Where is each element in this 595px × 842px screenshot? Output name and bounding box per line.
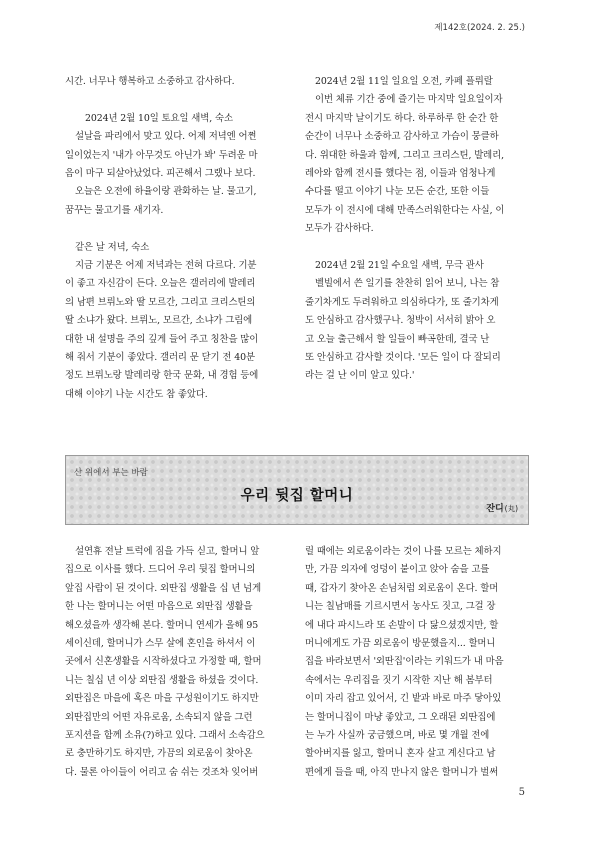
text-line: 때, 갑자기 찾아온 손님처럼 외로움이 온다. 할머	[305, 582, 499, 594]
author-label: 잔디	[486, 504, 504, 514]
text-line: 이미 자리 잡고 있어서, 긴 밭과 바로 마주 닿아있	[305, 693, 502, 705]
text-line: 의 남편 브뤼노와 딸 모르간, 그리고 크리스틴의	[65, 296, 256, 308]
text-line: 속에서는 우리집을 짓기 시작한 지난 해 봄부터	[305, 674, 493, 686]
text-line: 또 안심하고 감사할 것이다. '모든 일이 다 잘되리	[305, 352, 501, 364]
text-line: 지금 기분은 어제 저녁과는 전혀 다르다. 기분	[75, 260, 257, 272]
text-line: 시간. 너무나 행복하고 소중하고 감사하다.	[65, 76, 235, 87]
text-line: 니는 칠남매를 기르시면서 농사도 짓고, 그걸 장	[305, 601, 496, 613]
article-column-right	[305, 543, 527, 782]
text-line: 는 할머니집이 마냥 좋았고, 그 오래된 외딴집에	[305, 711, 496, 723]
text-line: 설날을 파리에서 맞고 있다. 어제 저녁엔 어쩐	[75, 131, 257, 143]
diary-heading: 2024년 2월 10일 토요일 새벽, 숙소	[85, 112, 233, 124]
text-line: 수다를 떨고 이야기 나눈 모든 순간, 또한 이들	[305, 186, 490, 198]
article-title: 우리 뒷집 할머니	[240, 488, 354, 504]
text-line: 해오셨을까 생각해 본다. 할머니 연세가 올해 95	[65, 619, 259, 631]
article-banner	[65, 455, 529, 525]
text-line: 에 내다 파시느라 또 손발이 다 닳으셨겠지만, 할	[305, 619, 499, 631]
diary-column-top-left	[65, 73, 270, 404]
diary-heading: 2024년 2월 11일 일요일 오전, 카페 플뤼랄	[315, 76, 493, 87]
diary-column-top-right	[305, 73, 527, 386]
text-line: 릴 때에는 외로움이라는 것이 나를 모르는 체하지	[305, 546, 502, 557]
text-line: 해 줘서 기분이 좋았다. 갤러리 문 닫기 전 40분	[65, 352, 255, 364]
text-line: 벨빌에서 쓴 일기를 찬찬히 읽어 보니, 나는 참	[315, 278, 500, 290]
text-line: 대해 이야기 나눈 시간도 참 좋았다.	[65, 388, 208, 400]
text-line: 줄기차게도 두려워하고 의심하다가, 또 줄기차게	[305, 296, 499, 308]
column-series-label: 산 위에서 부는 바람	[74, 468, 148, 478]
text-line: 레아와 함께 전시를 했다는 점, 이들과 엄청나게	[305, 168, 496, 180]
issue-label: 제142호(2024. 2. 25.)	[434, 23, 525, 33]
text-line: 오늘은 오전에 하율이랑 관화하는 날. 물고기,	[75, 186, 257, 198]
text-line: 다. 위대한 하울과 함께, 그리고 크리스틴, 발레리,	[305, 149, 504, 161]
text-line: 도 안심하고 감사했구나. 청박이 서서히 밝아 오	[305, 315, 496, 327]
text-line: 정도 브뤼노랑 발레리랑 한국 문화, 내 경험 등에	[65, 370, 259, 382]
text-line: 대한 내 설명을 주의 깊게 들어 주고 칭찬을 많이	[65, 333, 259, 345]
text-line: 고 오늘 출근해서 할 일들이 빠곡한데, 결국 난	[305, 333, 490, 345]
text-line: 이번 체류 기간 중에 즐기는 마지막 일요일이자	[315, 94, 503, 106]
text-line: 설연휴 전날 트럭에 짐을 가득 싣고, 할머니 앞	[75, 546, 260, 557]
text-line: 세이신데, 할머니가 스무 살에 혼인을 하셔서 이	[65, 638, 256, 650]
author-name	[486, 501, 518, 514]
text-line: 음이 마구 되살아났었다. 피곤해서 그랬나 보다.	[65, 168, 256, 180]
text-line: 한 나는 할머니는 어떤 마음으로 외딴집 생활을	[65, 601, 253, 613]
text-line: 곳에서 신혼생활을 시작하셨다고 가정할 때, 할머	[65, 656, 262, 668]
diary-heading: 2024년 2월 21일 수요일 새벽, 무극 관사	[315, 260, 484, 272]
text-line: 집을 바라보면서 '외딴집'이라는 키워드가 내 마음	[305, 656, 504, 668]
article-column-left	[65, 543, 268, 782]
text-line: 외딴집만의 어떤 자유로움, 소속되지 않을 그런	[65, 711, 253, 723]
text-line: 전시 마지막 날이기도 하다. 하루하루 한 순간 한	[305, 112, 499, 124]
text-line: 할아버지를 잃고, 할머니 혼자 살고 계신다고 남	[305, 748, 496, 760]
text-line: 다. 물론 아이들이 어리고 숨 쉬는 것조차 잊어버	[65, 766, 259, 778]
text-line: 순간이 너무나 소중하고 감사하고 가슴이 뭉클하	[305, 131, 499, 143]
text-line: 만, 가끔 의자에 엉덩이 붙이고 앉아 숨을 고를	[305, 564, 490, 576]
text-line: 니는 칠십 년 이상 외딴집 생활을 하셨을 것이다.	[65, 674, 259, 686]
text-line: 라는 걸 난 이미 알고 있다.'	[305, 370, 415, 382]
text-line: 꿈꾸는 물고기를 새기자.	[65, 204, 164, 216]
page-number: 5	[518, 787, 525, 798]
text-line: 편에게 들을 때, 아직 만나지 않은 할머니가 벌써	[305, 766, 499, 778]
text-line: 딸 소냐가 왔다. 브뤼노, 모르간, 소냐가 그림에	[65, 315, 253, 327]
text-line: 모두가 이 전시에 대해 만족스러워한다는 사실, 이	[305, 204, 505, 216]
text-line: 머니에게도 가끔 외로움이 방문했을지... 할머니	[305, 638, 496, 650]
text-line: 모두가 감사하다.	[305, 223, 374, 235]
text-line: 이 좋고 자신감이 든다. 오늘은 갤러리에 발레리	[65, 278, 256, 290]
text-line: 외딴집은 마을에 혹은 마을 구성원이기도 하지만	[65, 693, 259, 705]
text-line: 앞집 사람이 된 것이다. 외딴집 생활을 십 년 넘게	[65, 582, 262, 594]
diary-heading: 같은 날 저녁, 숙소	[75, 241, 150, 253]
text-line: 로 충만하기도 하지만, 가끔의 외로움이 찾아온	[65, 748, 253, 760]
text-line: 집으로 이사를 했다. 드디어 우리 뒷집 할머니의	[65, 564, 256, 576]
text-line: 는 누가 사실까 궁금했으며, 바로 몇 개월 전에	[305, 730, 490, 742]
text-line: 포지션을 함께 소유(?)하고 있다. 그래서 소속감으	[65, 730, 265, 742]
text-line: 일이었는지 '내가 아무것도 아닌가 봐' 두려운 마	[65, 149, 258, 161]
author-hanja: (丸)	[504, 504, 518, 513]
